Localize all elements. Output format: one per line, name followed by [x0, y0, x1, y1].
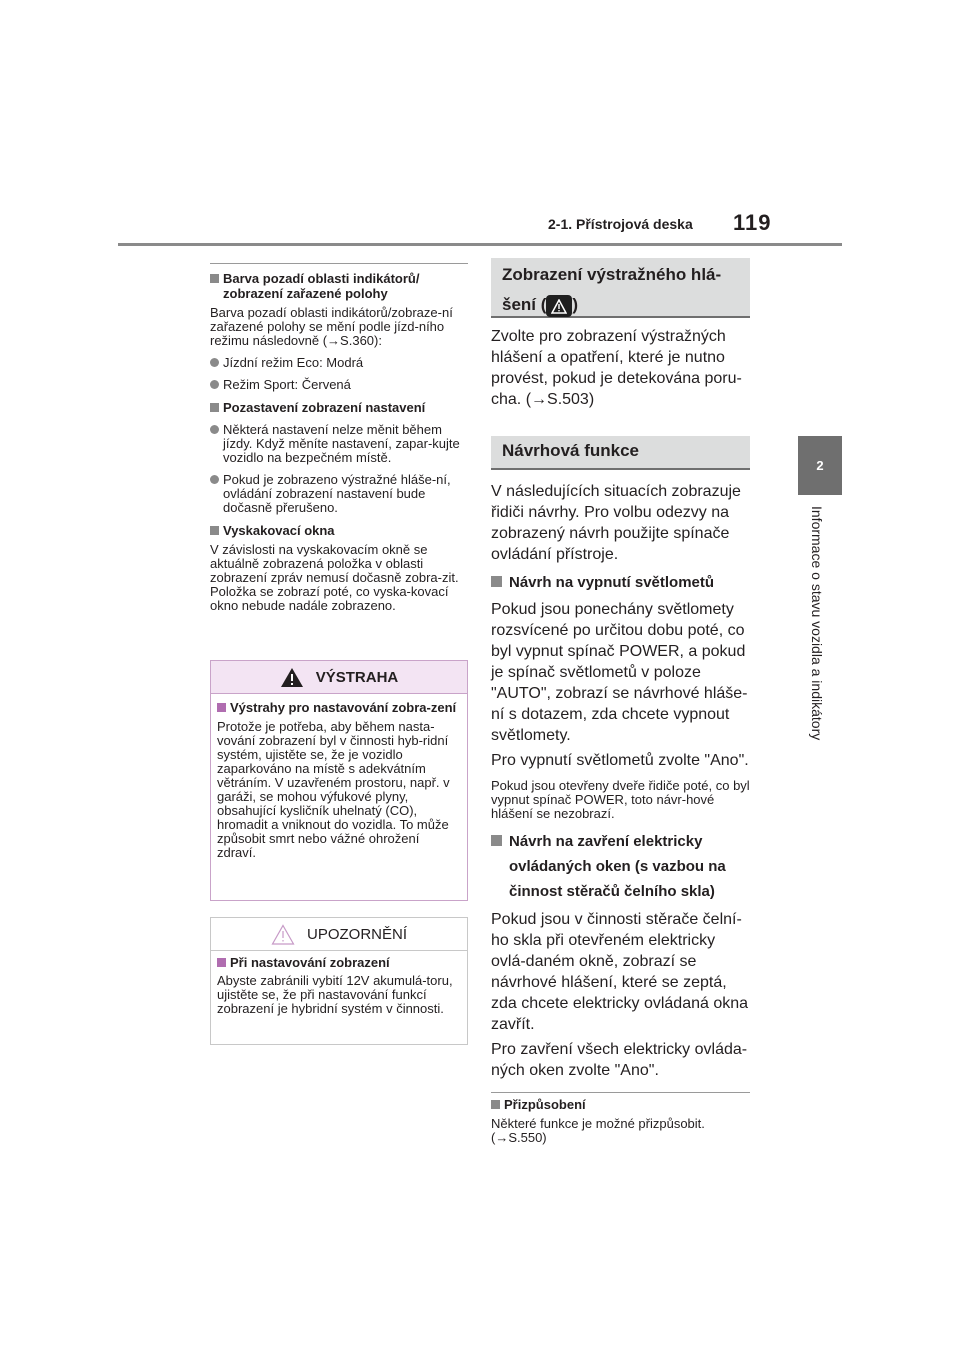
warning-title: VÝSTRAHA	[315, 668, 399, 686]
square-bullet-icon	[491, 835, 502, 846]
square-bullet-icon	[210, 403, 219, 412]
warning-text: Protože je potřeba, aby během nasta-vování zobrazení byl v činnosti hyb-ridní systém, ujistěte se, že je vozidlo zaparkováno na místě s adekvátním větráním. V uzavřeném prostoru, např. v garáži, se mohou výfukové plyny, obsahující kysličník uhelnatý (CO), hromadit a vniknout do vozidla. To může způsobit smrt nebo vážné ohrožení zdraví.	[217, 719, 450, 860]
section-title: 2-1. Přístrojová deska	[548, 216, 693, 232]
square-bullet-icon	[210, 526, 219, 535]
paragraph: Pro zavření všech elektricky ovláda-ných oken zvolte "Ano".	[491, 1041, 748, 1079]
list-item: Některá nastavení nelze měnit během jízdy. Když měníte nastavení, zapar-kujte vozidlo na bezpečném místě.	[210, 423, 468, 465]
subheading: Návrh na vypnutí světlometů	[491, 570, 750, 595]
round-bullet-icon	[210, 475, 219, 484]
page-number: 119	[733, 210, 772, 235]
chapter-title: Informace o stavu vozidla a indikátory	[809, 506, 825, 741]
square-bullet-icon	[210, 274, 219, 283]
warning-title-bar	[211, 661, 467, 694]
warning-triangle-icon	[280, 667, 304, 688]
warning-subheading: Výstrahy pro nastavování zobra-zení	[217, 700, 461, 715]
warning-box	[210, 660, 468, 901]
square-bullet-icon	[217, 703, 226, 712]
warning-message-icon	[546, 295, 572, 317]
caution-text: Abyste zabránili vybití 12V akumulá-toru, ujistěte se, že při nastavování funkcí zobrazení je hybridní systém v činnosti.	[217, 973, 453, 1016]
list-item: Režim Sport: Červená	[210, 378, 468, 392]
section-heading-warning-messages	[491, 258, 750, 318]
customization-section	[491, 1092, 750, 1145]
caution-subheading: Při nastavování zobrazení	[217, 955, 461, 970]
round-bullet-icon	[210, 358, 219, 367]
paragraph: V následujících situacích zobrazuje řidiči návrhy. Pro volbu odezvy na zobrazený návrh použijte spínače ovládání přístroje.	[491, 483, 741, 563]
heading-line: Zobrazení výstražného hlá-	[502, 265, 722, 284]
paragraph: Barva pozadí oblasti indikátorů/zobraze-ní zařazené polohy se mění podle jízd-ního režimu následovně (→S.360):	[210, 305, 453, 348]
section-heading: Pozastavení zobrazení nastavení	[210, 400, 468, 415]
note: Pokud jsou otevřeny dveře řidiče poté, co byl vypnut spínač POWER, toto návr-hové hlášení se nezobrazí.	[491, 778, 750, 821]
paragraph: Pro vypnutí světlometů zvolte "Ano".	[491, 752, 749, 769]
right-column	[491, 258, 750, 1145]
square-bullet-icon	[491, 576, 502, 587]
square-bullet-icon	[217, 958, 226, 967]
paragraph: Některé funkce je možné přizpůsobit. (→S.550)	[491, 1116, 705, 1145]
list-item: Jízdní režim Eco: Modrá	[210, 356, 468, 370]
paragraph: Pokud jsou v činnosti stěrače čelní-ho skla při otevřeném elektricky ovlá-daném okně, zobrazí se návrhové hlášení, které se zeptá, zda chcete elektricky ovládaná okna zavřít.	[491, 911, 749, 1033]
section-heading: Barva pozadí oblasti indikátorů/ zobrazení zařazené polohy	[210, 271, 468, 301]
list-item: Pokud je zobrazeno výstražné hláše-ní, ovládání zobrazení nastavení bude dočasně přerušeno.	[210, 473, 468, 515]
header-divider	[118, 243, 842, 246]
caution-title-bar	[211, 918, 467, 951]
section-heading: Přizpůsobení	[491, 1097, 750, 1112]
caution-title: UPOZORNĚNÍ	[306, 925, 407, 943]
chapter-tab: 2	[798, 436, 842, 495]
paragraph: Zvolte pro zobrazení výstražných hlášení a opatření, které je nutno provést, pokud je detekována poru-cha. (→S.503)	[491, 328, 742, 408]
section-heading: Vyskakovací okna	[210, 523, 468, 538]
section-heading-suggestion: Návrhová funkce	[491, 436, 750, 470]
left-column	[210, 263, 468, 613]
round-bullet-icon	[210, 380, 219, 389]
paragraph: Pokud jsou ponechány světlomety rozsvícené po určitou dobu poté, co byl vypnut spínač POWER, a pokud je spínač světlometů v poloze "AUTO", zobrazí se návrhové hláše-ní s dotazem, zda chcete vypnout světlomety.	[491, 601, 748, 744]
heading-line: šení ( )	[502, 292, 739, 318]
square-bullet-icon	[491, 1100, 500, 1109]
paragraph: V závislosti na vyskakovacím okně se aktuálně zobrazená položka v oblasti zobrazení zpráv nemusí dočasně zobra-zit. Položka se zobrazí poté, co vyska-kovací okno nebude nadále zobrazeno.	[210, 542, 459, 613]
subheading: Návrh na zavření elektricky ovládaných oken (s vazbou na činnost stěračů čelního skla)	[491, 829, 750, 904]
caution-triangle-icon	[271, 924, 295, 945]
caution-box	[210, 917, 468, 1045]
round-bullet-icon	[210, 425, 219, 434]
